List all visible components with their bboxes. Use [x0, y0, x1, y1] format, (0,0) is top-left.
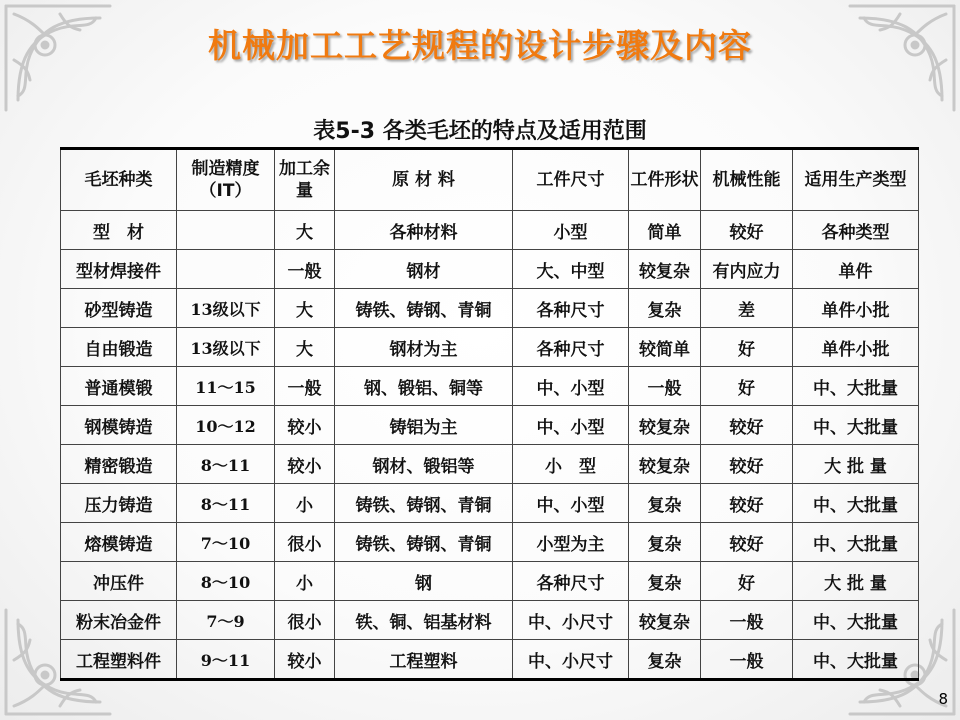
table-cell: 复杂 [629, 640, 701, 680]
table-cell: 各种类型 [793, 211, 919, 250]
table-cell: 8～10 [177, 562, 275, 601]
table-cell: 较小 [275, 406, 335, 445]
table-cell: 中、大批量 [793, 601, 919, 640]
table-cell: 小型为主 [513, 523, 629, 562]
table-cell: 大 [275, 328, 335, 367]
table-cell: 单件 [793, 250, 919, 289]
table-cell: 工程塑料件 [61, 640, 177, 680]
table-cell: 钢材、锻铝等 [335, 445, 513, 484]
table-cell: 一般 [629, 367, 701, 406]
table-cell: 13级以下 [177, 289, 275, 328]
table-cell: 各种尺寸 [513, 328, 629, 367]
table-cell: 铸铁、铸钢、青铜 [335, 289, 513, 328]
table-cell: 中、小型 [513, 367, 629, 406]
table-cell: 铸铁、铸钢、青铜 [335, 484, 513, 523]
table-cell: 钢 [335, 562, 513, 601]
table-cell: 大 [275, 289, 335, 328]
table-row [61, 211, 919, 250]
table-row [61, 367, 919, 406]
table-cell: 工程塑料 [335, 640, 513, 680]
table-row [61, 523, 919, 562]
table-cell: 中、小尺寸 [513, 640, 629, 680]
table-cell: 型材焊接件 [61, 250, 177, 289]
table-cell: 粉末冶金件 [61, 601, 177, 640]
table-cell: 型 材 [61, 211, 177, 250]
table-cell [177, 211, 275, 250]
table-cell: 单件小批 [793, 328, 919, 367]
table-cell: 较复杂 [629, 250, 701, 289]
table-cell: 较小 [275, 640, 335, 680]
table-cell: 中、小尺寸 [513, 601, 629, 640]
table-cell: 11～15 [177, 367, 275, 406]
table-cell: 较小 [275, 445, 335, 484]
page-number: 8 [938, 690, 948, 708]
header-precision: 制造精度（IT） [177, 149, 275, 211]
table-cell: 差 [701, 289, 793, 328]
table-cell: 很小 [275, 601, 335, 640]
header-shape: 工件形状 [629, 149, 701, 211]
table-cell: 9～11 [177, 640, 275, 680]
table-cell: 一般 [701, 601, 793, 640]
table-cell: 一般 [275, 250, 335, 289]
table-cell: 较好 [701, 211, 793, 250]
table-cell: 一般 [701, 640, 793, 680]
table-cell: 钢模铸造 [61, 406, 177, 445]
table-cell: 一般 [275, 367, 335, 406]
table-cell: 中、大批量 [793, 640, 919, 680]
table-cell: 好 [701, 328, 793, 367]
header-mechanical: 机械性能 [701, 149, 793, 211]
table-cell: 7～10 [177, 523, 275, 562]
table-row [61, 601, 919, 640]
table-cell: 普通模锻 [61, 367, 177, 406]
table-cell: 较复杂 [629, 406, 701, 445]
table-cell: 较复杂 [629, 601, 701, 640]
table-cell: 自由锻造 [61, 328, 177, 367]
table-cell: 较简单 [629, 328, 701, 367]
table-body [61, 211, 919, 680]
table-caption: 表5-3 各类毛坯的特点及适用范围 [313, 119, 647, 144]
table-cell: 压力铸造 [61, 484, 177, 523]
table-cell: 10～12 [177, 406, 275, 445]
table-cell: 较复杂 [629, 445, 701, 484]
table-row [61, 640, 919, 680]
header-blank-type: 毛坯种类 [61, 149, 177, 211]
table-cell: 好 [701, 562, 793, 601]
table-cell: 大 [275, 211, 335, 250]
table-cell: 铸铝为主 [335, 406, 513, 445]
table-row [61, 484, 919, 523]
table-cell: 大 批 量 [793, 445, 919, 484]
table-cell: 复杂 [629, 562, 701, 601]
table-cell: 小 [275, 484, 335, 523]
table-cell: 中、小型 [513, 484, 629, 523]
table-cell: 中、大批量 [793, 484, 919, 523]
table-cell: 中、大批量 [793, 406, 919, 445]
table-cell: 较好 [701, 523, 793, 562]
table-cell: 大、中型 [513, 250, 629, 289]
table-cell: 较好 [701, 484, 793, 523]
table-cell: 大 批 量 [793, 562, 919, 601]
table-cell: 各种材料 [335, 211, 513, 250]
table-cell: 中、大批量 [793, 367, 919, 406]
table-cell: 钢材 [335, 250, 513, 289]
table-cell: 各种尺寸 [513, 289, 629, 328]
header-allowance: 加工余量 [275, 149, 335, 211]
table-cell: 有内应力 [701, 250, 793, 289]
table-cell: 简单 [629, 211, 701, 250]
table-cell: 中、大批量 [793, 523, 919, 562]
table-cell: 中、小型 [513, 406, 629, 445]
table-cell: 7～9 [177, 601, 275, 640]
table-cell: 单件小批 [793, 289, 919, 328]
header-production-type: 适用生产类型 [793, 149, 919, 211]
slide-title: 机械加工工艺规程的设计步骤及内容 [208, 26, 752, 65]
table-row [61, 406, 919, 445]
table-row [61, 328, 919, 367]
table-cell: 较好 [701, 445, 793, 484]
blank-types-table [60, 147, 919, 681]
table-header-row [61, 149, 919, 211]
table-row [61, 289, 919, 328]
table-cell: 砂型铸造 [61, 289, 177, 328]
table-cell: 较好 [701, 406, 793, 445]
table-cell: 各种尺寸 [513, 562, 629, 601]
table-cell: 复杂 [629, 289, 701, 328]
header-size: 工件尺寸 [513, 149, 629, 211]
table-cell: 好 [701, 367, 793, 406]
table-cell: 复杂 [629, 484, 701, 523]
table-cell: 钢、锻铝、铜等 [335, 367, 513, 406]
table-cell: 8～11 [177, 445, 275, 484]
table-cell: 8～11 [177, 484, 275, 523]
table-row [61, 562, 919, 601]
table-cell: 精密锻造 [61, 445, 177, 484]
table-cell: 铁、铜、铝基材料 [335, 601, 513, 640]
table-cell: 小型 [513, 211, 629, 250]
table-cell: 小 [275, 562, 335, 601]
table-cell: 很小 [275, 523, 335, 562]
header-material: 原 材 料 [335, 149, 513, 211]
table-cell: 小 型 [513, 445, 629, 484]
table-cell: 铸铁、铸钢、青铜 [335, 523, 513, 562]
table-cell: 复杂 [629, 523, 701, 562]
table-row [61, 250, 919, 289]
table-row [61, 445, 919, 484]
table-cell: 熔模铸造 [61, 523, 177, 562]
table-cell: 13级以下 [177, 328, 275, 367]
table-cell: 冲压件 [61, 562, 177, 601]
table-cell [177, 250, 275, 289]
table-cell: 钢材为主 [335, 328, 513, 367]
